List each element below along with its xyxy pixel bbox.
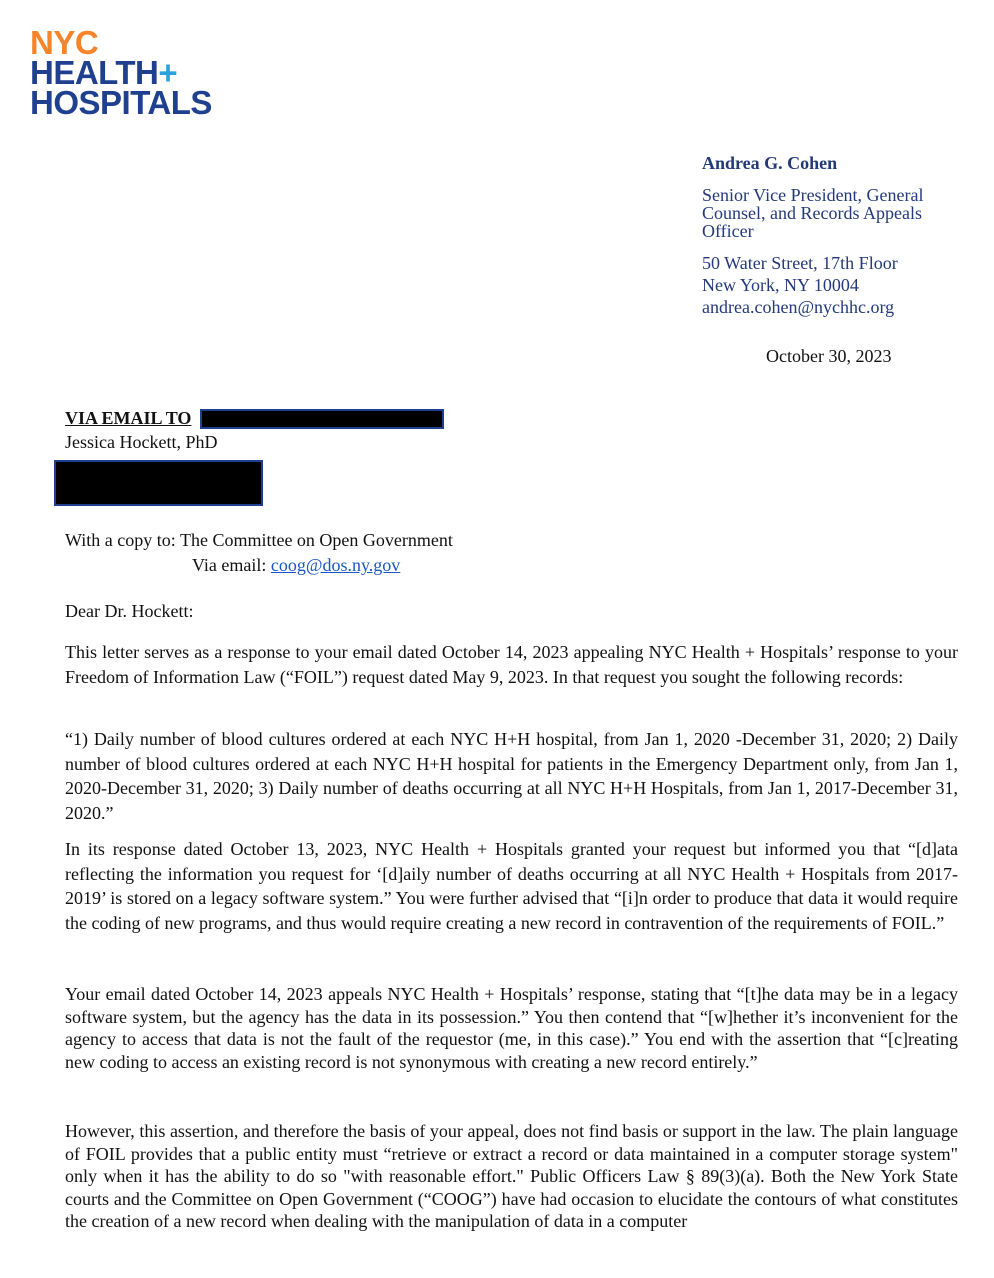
nyc-health-hospitals-logo — [30, 24, 212, 121]
sender-email[interactable]: andrea.cohen@nychhc.org — [702, 297, 895, 317]
sender-address-line2: New York, NY 10004 — [702, 275, 859, 295]
logo-plus-icon: + — [158, 54, 178, 91]
paragraph-analysis: However, this assertion, and therefore the basis of your appeal, does not find basis or support in the law. The plain language of FOIL provides that a public entity must “retrieve or extract a record or data maintained in a computer storage system" only when it has the ability to do so "with reasonable effort." Public Officers Law § 89(3)(a). Both the New York State courts and the Committee on Open Government (“COOG”) have had occasion to elucidate the contours of what constitutes the creation of a new record when dealing with the manipulation of data in a computer — [65, 1121, 958, 1231]
copy-to-recipient: The Committee on Open Government — [179, 530, 453, 550]
sender-title: Senior Vice President, General Counsel, and Records Appeals Officer — [702, 185, 924, 241]
copy-via-label: Via email: — [192, 555, 267, 575]
sender-block — [702, 153, 972, 318]
sender-name: Andrea G. Cohen — [702, 153, 838, 173]
copy-to-block — [65, 528, 453, 578]
logo-health-text: HEALTH — [30, 54, 159, 91]
recipient-name: Jessica Hockett, PhD — [65, 432, 218, 452]
salutation: Dear Dr. Hockett: — [65, 601, 194, 621]
coog-email-link[interactable]: coog@dos.ny.gov — [270, 555, 401, 575]
sender-address-line1: 50 Water Street, 17th Floor — [702, 253, 898, 273]
paragraph-appeal: Your email dated October 14, 2023 appeals NYC Health + Hospitals’ response, stating that “[t]he data may be in a legacy software system, but the agency has the data in its possession.” You then contend that “[w]hether it’s inconvenient for the agency to access that data is not the fault of the requestor (me, in this case).” You end with the assertion that “[c]reating new coding to access an existing record is not synonymous with creating a new record entirely.” — [65, 984, 958, 1072]
logo-line-nyc: NYC — [30, 24, 99, 61]
copy-to-label: With a copy to: — [65, 530, 176, 550]
redaction-box-email — [200, 409, 444, 429]
via-email-label: VIA EMAIL TO — [65, 408, 192, 428]
logo-line-hospitals: HOSPITALS — [30, 84, 212, 121]
copy-via-email-line — [65, 553, 453, 578]
copy-to-line — [65, 528, 453, 553]
letter-date: October 30, 2023 — [766, 346, 892, 366]
paragraph-request-quote: “1) Daily number of blood cultures ordered at each NYC H+H hospital, from Jan 1, 2020 -December 31, 2020; 2) Daily number of blood cultures ordered at each NYC H+H hospital for patients in the Emergency Department only, from Jan 1, 2020-December 31, 2020; 3) Daily number of deaths occurring at all NYC H+H Hospitals, from Jan 1, 2017-December 31, 2020.” — [65, 729, 958, 823]
paragraph-response: In its response dated October 13, 2023, NYC Health + Hospitals granted your request but informed you that “[d]ata reflecting the information you request for ‘[d]aily number of deaths occurring at all NYC Health + Hospitals from 2017- 2019’ is stored on a legacy software system.” You were further advised that “[i]n order to produce that data it would require the coding of new programs, and thus would require creating a new record in contravention of the requirements of FOIL.” — [65, 839, 958, 933]
paragraph-intro: This letter serves as a response to your email dated October 14, 2023 appealing NYC Health + Hospitals’ response to your Freedom of Information Law (“FOIL”) request dated May 9, 2023. In that request you sought the following records: — [65, 642, 958, 687]
redaction-box-address — [54, 460, 263, 506]
